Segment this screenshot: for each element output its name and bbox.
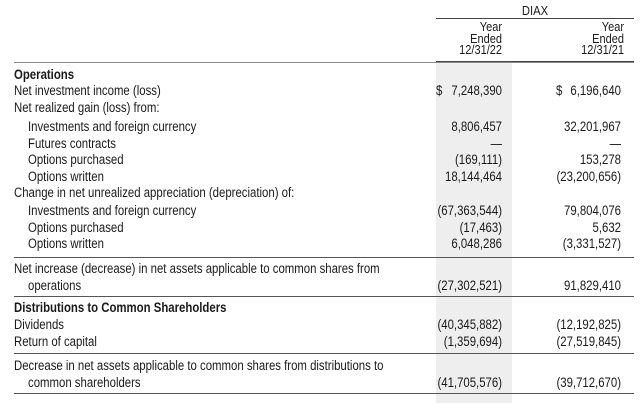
- row-label: Options purchased: [28, 152, 124, 167]
- row-label: Options written: [28, 169, 104, 184]
- row-label: Dividends: [14, 317, 64, 332]
- section-heading: Operations: [14, 67, 75, 82]
- table-row: [0, 151, 640, 168]
- value-2021: 153,278: [579, 152, 621, 167]
- section-rule: [14, 393, 634, 394]
- column-header-line: Year: [479, 20, 502, 34]
- section-rule: [14, 296, 634, 297]
- table-row: [0, 357, 640, 374]
- section-rule: [14, 353, 634, 354]
- value-2022: 7,248,390: [451, 83, 502, 98]
- currency-symbol: $: [556, 83, 563, 98]
- value-2022: —: [490, 136, 502, 151]
- table-row: [0, 260, 640, 277]
- fund-name: DIAX: [521, 4, 549, 18]
- value-2022: (27,302,521): [437, 278, 502, 293]
- column-header-line: Year: [601, 20, 624, 34]
- value-2022: 8,806,457: [451, 119, 502, 134]
- value-2021: 79,804,076: [564, 203, 621, 218]
- table-row: [0, 168, 640, 185]
- column-header-line: 12/31/22: [459, 43, 502, 57]
- value-2021: (12,192,825): [556, 317, 621, 332]
- row-label: operations: [28, 278, 82, 293]
- table-row: [0, 202, 640, 219]
- currency-symbol: $: [436, 83, 443, 98]
- value-2022: (1,359,694): [443, 334, 502, 349]
- section-rule: [14, 257, 634, 258]
- value-2022: (169,111): [454, 152, 502, 167]
- value-2022: (67,363,544): [437, 203, 502, 218]
- column-header-line: 12/31/21: [581, 43, 624, 57]
- table-row: [0, 316, 640, 333]
- value-2021: 5,632: [592, 220, 621, 235]
- value-2022: 6,048,286: [451, 236, 502, 251]
- value-2022: 18,144,464: [445, 169, 502, 184]
- value-2021: 6,196,640: [570, 83, 621, 98]
- value-2021: (23,200,656): [556, 169, 621, 184]
- row-label: Decrease in net assets applicable to common shares from distributions to: [14, 358, 384, 373]
- row-label: Net realized gain (loss) from:: [14, 100, 160, 115]
- table-row: [0, 118, 640, 135]
- value-2021: 32,201,967: [564, 119, 621, 134]
- row-label: Net increase (decrease) in net assets applicable to common shares from: [14, 261, 380, 276]
- table-row: [0, 277, 640, 294]
- row-label: Return of capital: [14, 334, 97, 349]
- fund-name-rule: [436, 18, 634, 19]
- table-row: [0, 299, 640, 316]
- table-row: [0, 235, 640, 252]
- table-row: [0, 66, 640, 83]
- row-label: Change in net unrealized appreciation (depreciation) of:: [14, 185, 295, 200]
- table-row: [0, 135, 640, 152]
- row-label: common shareholders: [28, 375, 141, 390]
- table-row: [0, 219, 640, 236]
- value-2022: (41,705,576): [437, 375, 502, 390]
- row-label: Net investment income (loss): [14, 83, 161, 98]
- column-header-line: Ended: [470, 31, 502, 46]
- value-2021: (39,712,670): [556, 375, 621, 390]
- table-row: [0, 333, 640, 350]
- row-label: Investments and foreign currency: [28, 203, 197, 218]
- row-label: Investments and foreign currency: [28, 119, 197, 134]
- row-label: Options purchased: [28, 220, 124, 235]
- value-2021: (27,519,845): [556, 334, 621, 349]
- column-header-line: Ended: [592, 31, 624, 46]
- value-2021: —: [609, 136, 621, 151]
- table-row: [0, 82, 640, 99]
- value-2021: (3,331,527): [562, 236, 621, 251]
- table-row: [0, 374, 640, 391]
- row-label: Futures contracts: [28, 136, 116, 151]
- table-row: [0, 184, 640, 201]
- column-header-2022: [405, 22, 502, 57]
- value-2021: 91,829,410: [564, 278, 621, 293]
- row-label: Options written: [28, 236, 104, 251]
- value-2022: (40,345,882): [437, 317, 502, 332]
- column-header-2021: [527, 22, 624, 57]
- section-rule: [14, 62, 634, 63]
- value-2022: (17,463): [459, 220, 502, 235]
- section-heading: Distributions to Common Shareholders: [14, 300, 227, 315]
- table-row: [0, 99, 640, 116]
